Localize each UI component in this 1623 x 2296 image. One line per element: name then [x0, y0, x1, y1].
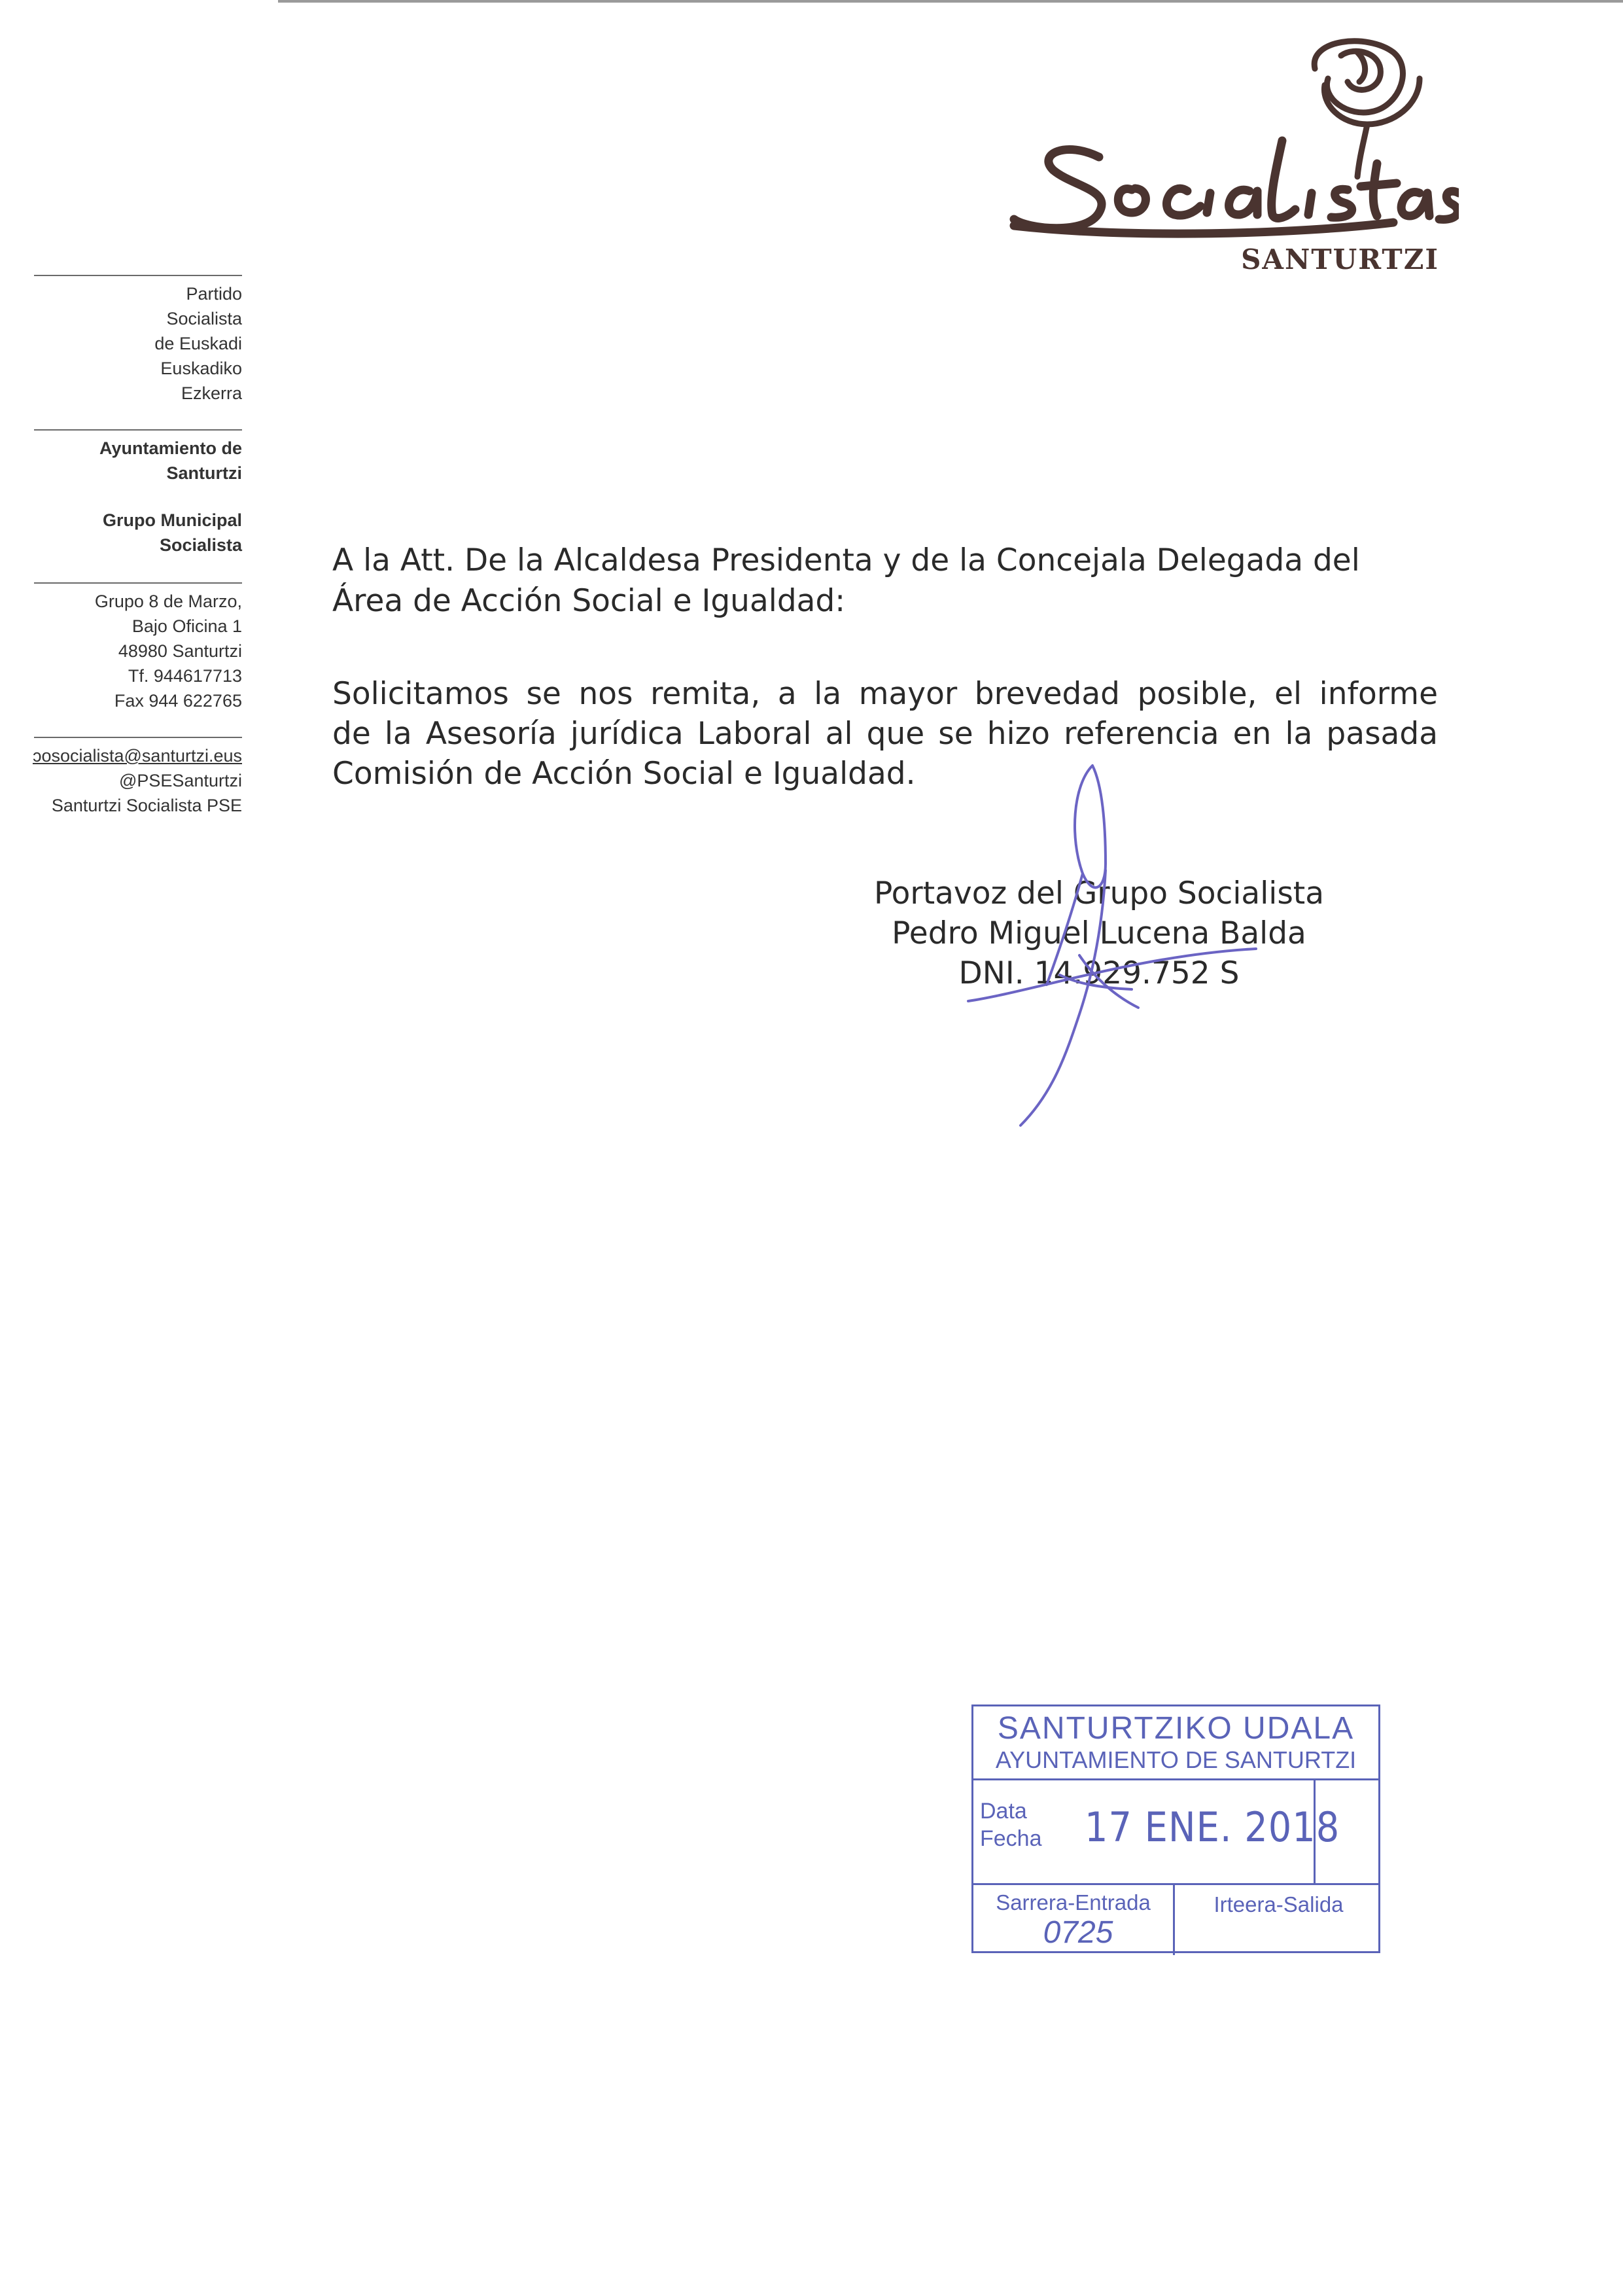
- sidebar-party: [20, 275, 242, 406]
- address-line: Grupo 8 de Marzo,: [94, 592, 242, 611]
- signer-name: Pedro Miguel Lucena Balda: [892, 915, 1306, 951]
- socialistas-logo: [1001, 26, 1459, 249]
- stamp-entry-number: 0725: [1043, 1915, 1113, 1950]
- sidebar-contact: [20, 737, 242, 818]
- stamp-council-spanish: AYUNTAMIENTO DE SANTURTZI: [995, 1746, 1357, 1773]
- email-link[interactable]: ɔosocialista@santurtzi.eus: [32, 746, 242, 766]
- party-line: Partido: [186, 284, 242, 304]
- sidebar-council: [20, 429, 242, 486]
- party-line: Ezkerra: [181, 383, 242, 403]
- stamp-divider: [973, 1883, 1378, 1885]
- top-rule: [278, 0, 1623, 3]
- party-line: Socialista: [166, 309, 242, 328]
- request-line: Solicitamos se nos remita, a la mayor brevedad posible, el informe: [332, 676, 1438, 712]
- address-line: Bajo Oficina 1: [131, 616, 242, 636]
- stamp-council-basque: SANTURTZIKO UDALA: [997, 1711, 1355, 1746]
- address-line: 48980 Santurtzi: [118, 641, 242, 661]
- address-line: Fax 944 622765: [114, 691, 242, 711]
- council-line: Santurtzi: [166, 463, 242, 483]
- stamp-entrada-label: Sarrera-Entrada: [996, 1890, 1151, 1915]
- council-line: Ayuntamiento de: [99, 438, 242, 458]
- registry-stamp: [971, 1704, 1380, 1953]
- stamp-salida-label: Irteera-Salida: [1213, 1892, 1344, 1916]
- group-line: Socialista: [159, 535, 242, 555]
- rose-icon: [1314, 41, 1420, 177]
- request-line: de la Asesoría jurídica Laboral al que se hizo referencia en la pasada: [332, 716, 1438, 752]
- sidebar-group: [20, 508, 242, 557]
- stamp-label-fecha: Fecha: [980, 1826, 1042, 1851]
- address-line: Tf. 944617713: [128, 666, 242, 686]
- stamp-divider: [973, 1778, 1378, 1780]
- twitter-handle: @PSESanturtzi: [119, 771, 242, 790]
- sidebar-address: [20, 582, 242, 713]
- party-line: Euskadiko: [160, 359, 242, 378]
- stamp-date: 17 ENE. 2018: [1085, 1803, 1340, 1851]
- facebook-page: Santurtzi Socialista PSE: [51, 796, 242, 815]
- handwritten-signature: [942, 759, 1282, 1132]
- addressee-line: A la Att. De la Alcaldesa Presidenta y de la Concejala Delegada del: [332, 542, 1360, 578]
- signer-dni: DNI. 14.929.752 S: [958, 955, 1240, 991]
- logo-city: SANTURTZI: [1241, 243, 1439, 275]
- divider: [34, 737, 242, 738]
- divider: [34, 275, 242, 276]
- divider: [34, 429, 242, 431]
- socialistas-wordmark: [1014, 141, 1459, 234]
- group-line: Grupo Municipal: [103, 510, 242, 530]
- letter-addressee: [332, 540, 1438, 622]
- addressee-line: Área de Acción Social e Igualdad:: [332, 583, 846, 619]
- signer-role: Portavoz del Grupo Socialista: [873, 875, 1325, 911]
- stamp-label-data: Data: [980, 1799, 1027, 1824]
- divider: [34, 582, 242, 584]
- party-line: de Euskadi: [154, 334, 242, 353]
- request-line: Comisión de Acción Social e Igualdad.: [332, 756, 916, 792]
